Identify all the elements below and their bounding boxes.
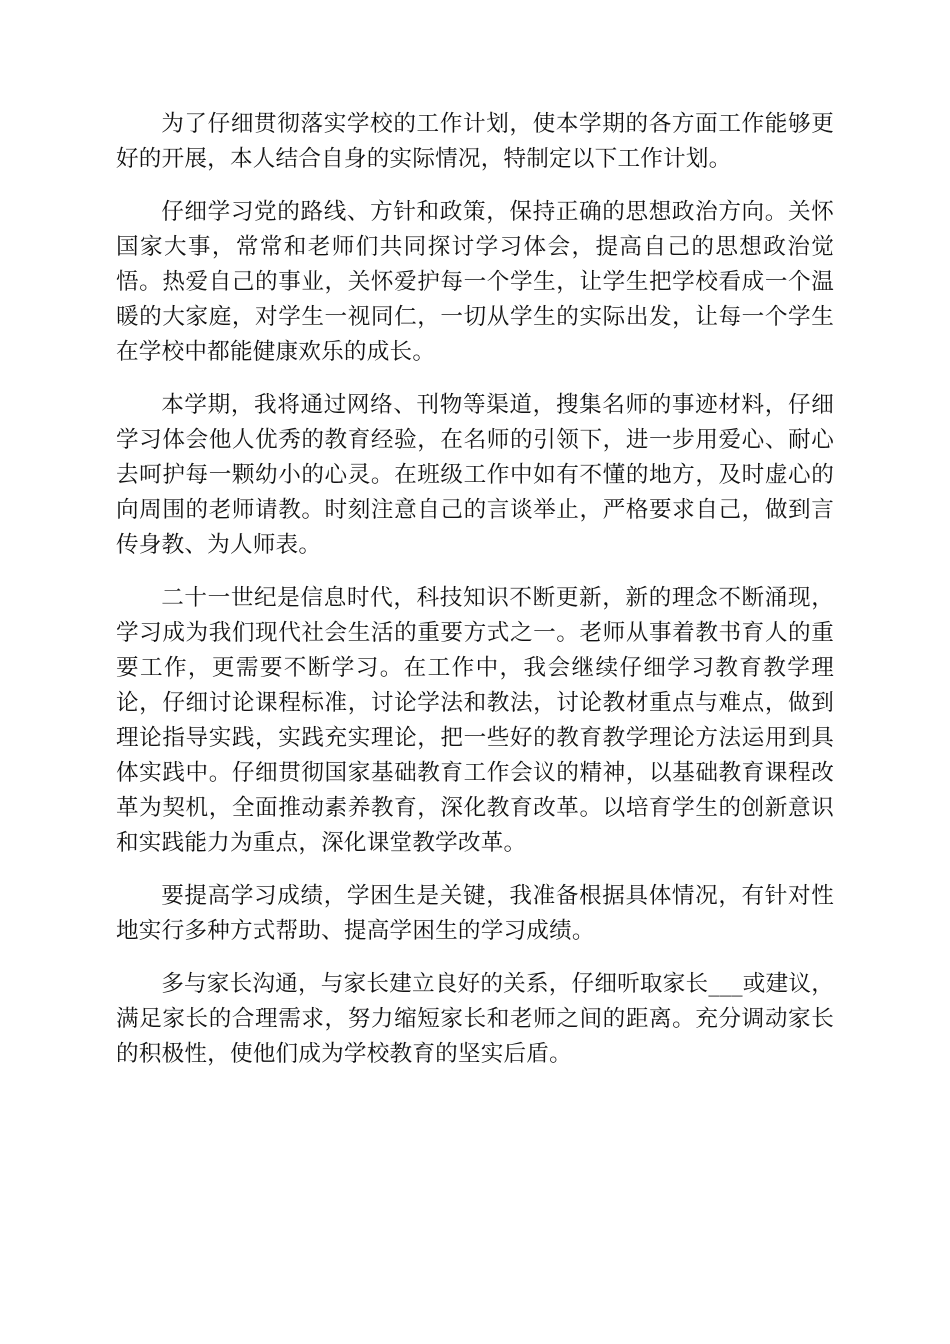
paragraph: 要提高学习成绩，学困生是关键，我准备根据具体情况，有针对性地实行多种方式帮助、提高学困生的学习成绩。 [116, 883, 834, 944]
paragraph: 本学期，我将通过网络、刊物等渠道，搜集名师的事迹材料，仔细学习体会他人优秀的教育经验，在名师的引领下，进一步用爱心、耐心去呵护每一颗幼小的心灵。在班级工作中如有不懂的地方，及时虚心的向周围的老师请教。时刻注意自己的言谈举止，严格要求自己，做到言传身教、为人师表。 [116, 392, 834, 558]
paragraph: 为了仔细贯彻落实学校的工作计划，使本学期的各方面工作能够更好的开展，本人结合自身的实际情况，特制定以下工作计划。 [116, 111, 834, 172]
paragraph: 二十一世纪是信息时代，科技知识不断更新，新的理念不断涌现，学习成为我们现代社会生活的重要方式之一。老师从事着教书育人的重要工作，更需要不断学习。在工作中，我会继续仔细学习教育教学理论，仔细讨论课程标准，讨论学法和教法，讨论教材重点与难点，做到理论指导实践，实践充实理论，把一些好的教育教学理论方法运用到具体实践中。仔细贯彻国家基础教育工作会议的精神，以基础教育课程改革为契机，全面推动素养教育，深化教育改革。以培育学生的创新意识和实践能力为重点，深化课堂教学改革。 [116, 585, 834, 856]
document-body [116, 107, 834, 1090]
paragraph: 仔细学习党的路线、方针和政策，保持正确的思想政治方向。关怀国家大事，常常和老师们共同探讨学习体会，提高自己的思想政治觉悟。热爱自己的事业，关怀爱护每一个学生，让学生把学校看成一个温暖的大家庭，对学生一视同仁，一切从学生的实际出发，让每一个学生在学校中都能健康欢乐的成长。 [116, 199, 834, 365]
paragraph: 多与家长沟通，与家长建立良好的关系，仔细听取家长___或建议，满足家长的合理需求，努力缩短家长和老师之间的距离。充分调动家长的积极性，使他们成为学校教育的坚实后盾。 [116, 971, 834, 1067]
